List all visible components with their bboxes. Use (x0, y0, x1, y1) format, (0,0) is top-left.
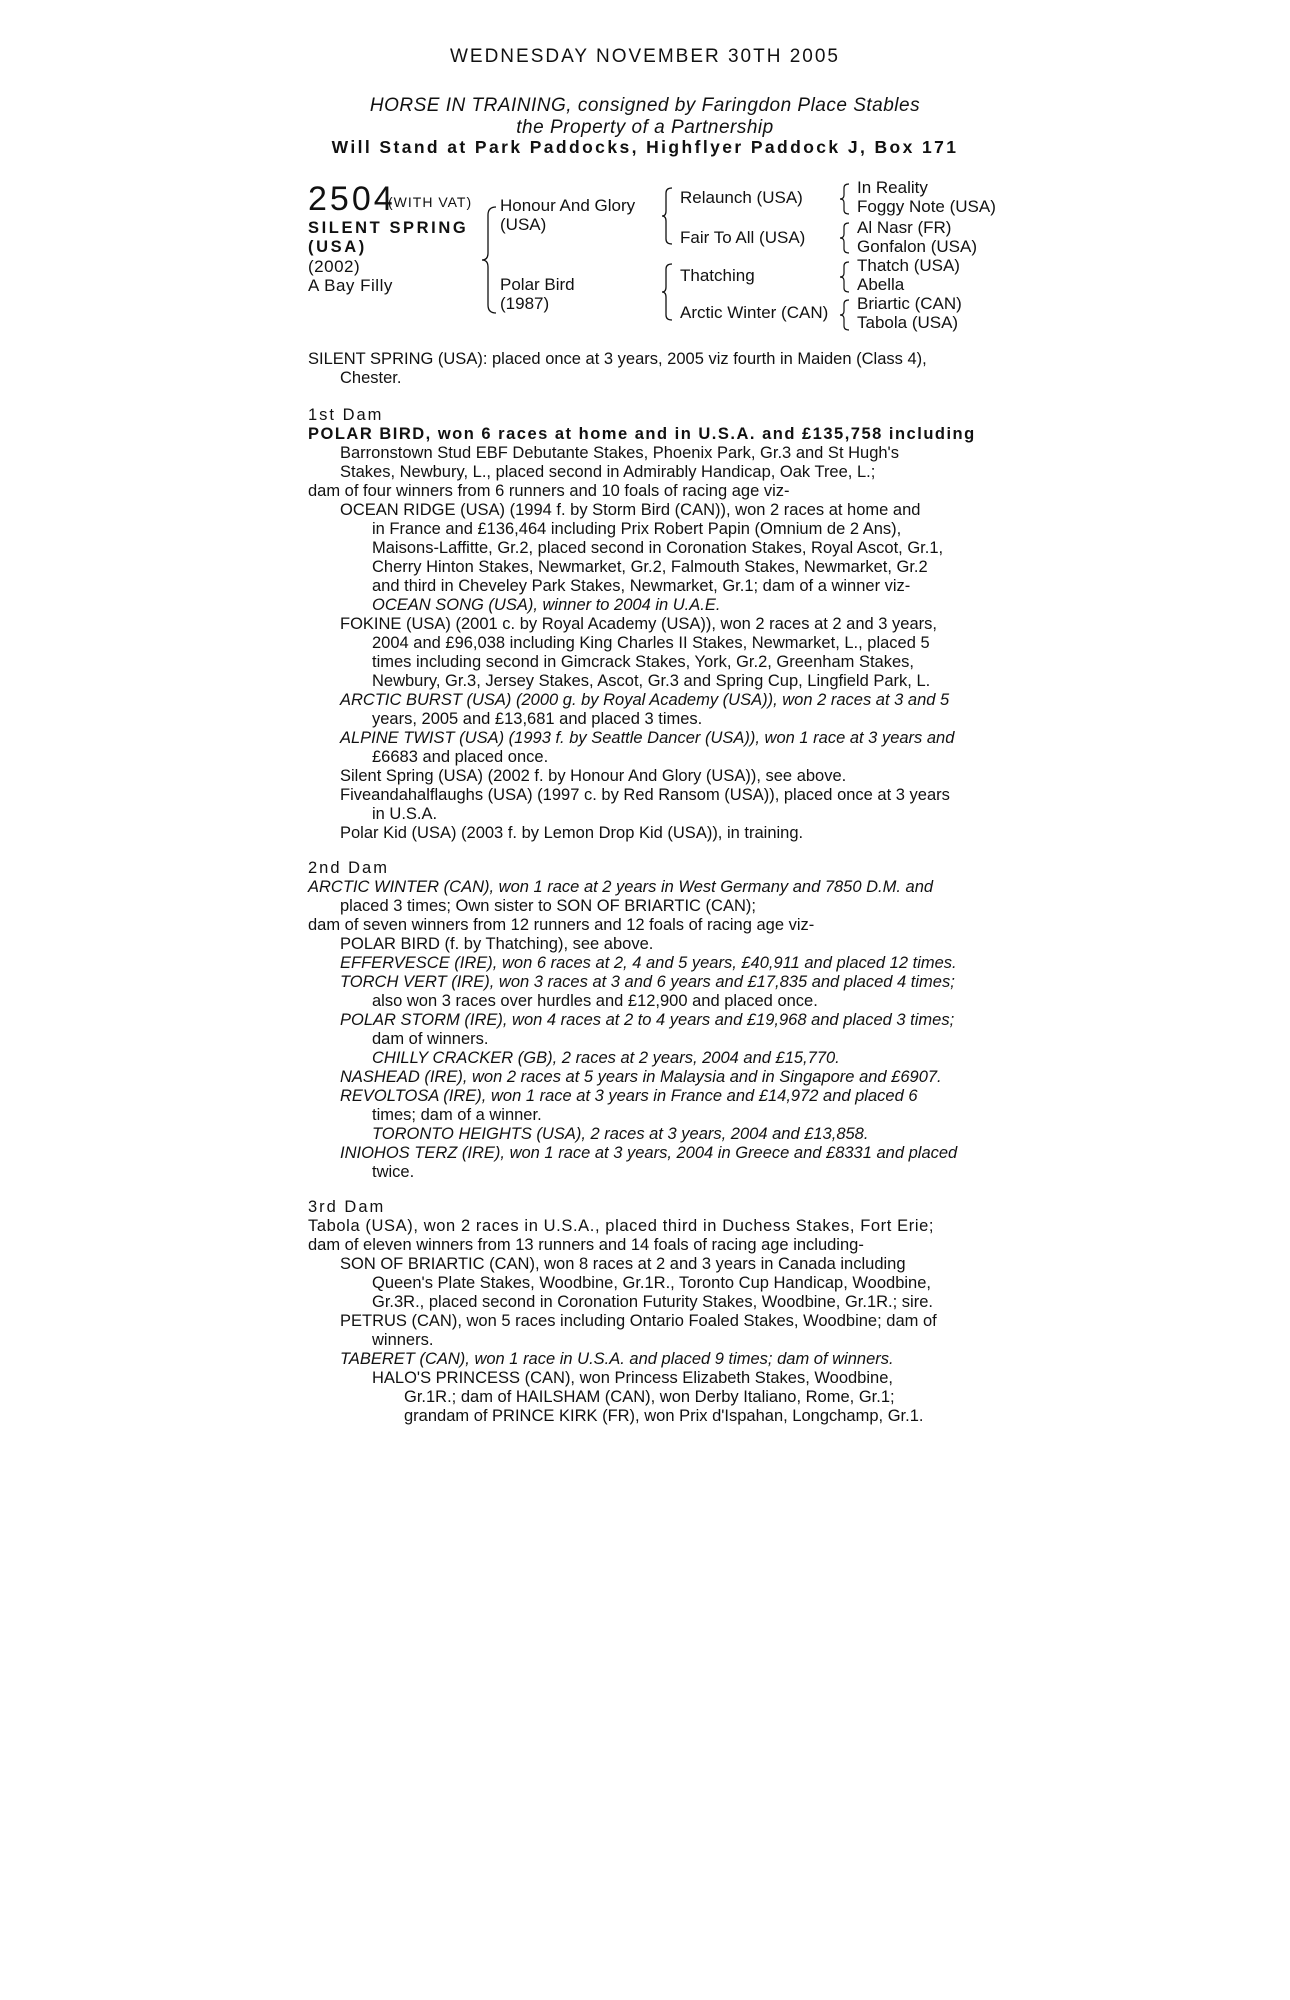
dam-line: POLAR BIRD, won 6 races at home and in U.S.A. and £135,758 including (308, 425, 976, 443)
horse-year: (2002) (308, 257, 361, 276)
summary-line: SILENT SPRING (USA): placed once at 3 years, 2005 viz fourth in Maiden (Class 4), (308, 350, 927, 368)
produce-line: ARCTIC BURST (USA) (2000 g. by Royal Academy (USA)), won 2 races at 3 and 5 (340, 691, 950, 709)
produce-line: Cherry Hinton Stakes, Newmarket, Gr.2, Falmouth Stakes, Newmarket, Gr.2 (372, 558, 928, 576)
produce-line: SON OF BRIARTIC (CAN), won 8 races at 2 and 3 years in Canada including (340, 1255, 906, 1273)
produce-line: Fiveandahalflaughs (USA) (1997 c. by Red Ransom (USA)), placed once at 3 years (340, 786, 950, 804)
produce-line: in France and £136,464 including Prix Robert Papin (Omnium de 2 Ans), (372, 520, 902, 538)
produce-line: Gr.3R., placed second in Coronation Futurity Stakes, Woodbine, Gr.1R.; sire. (372, 1293, 933, 1311)
horse-name: SILENT SPRING (308, 219, 469, 237)
section-heading: 3rd Dam (308, 1198, 386, 1216)
dam-line: Barronstown Stud EBF Debutante Stakes, Phoenix Park, Gr.3 and St Hugh's (340, 444, 899, 462)
pedigree-dam-sire: Thatching (680, 266, 755, 285)
produce-line: EFFERVESCE (IRE), won 6 races at 2, 4 and 5 years, £40,911 and placed 12 times. (340, 954, 957, 972)
pedigree-brace-ss (838, 182, 852, 216)
dam-line: ARCTIC WINTER (CAN), won 1 race at 2 years in West Germany and 7850 D.M. and (308, 878, 934, 896)
pedigree-brace-main (480, 205, 500, 315)
produce-line: Silent Spring (USA) (2002 f. by Honour And Glory (USA)), see above. (340, 767, 847, 785)
produce-line: and third in Cheveley Park Stakes, Newmarket, Gr.1; dam of a winner viz- (372, 577, 911, 595)
sire-country: (USA) (500, 215, 547, 234)
produce-line: also won 3 races over hurdles and £12,900 and placed once. (372, 992, 818, 1010)
pedigree-brace-dd (838, 298, 852, 332)
vat-note: (WITH VAT) (388, 194, 473, 210)
dam-line: dam of seven winners from 12 runners and 12 foals of racing age viz- (308, 916, 815, 934)
produce-line: CHILLY CRACKER (GB), 2 races at 2 years, 2004 and £15,770. (372, 1049, 840, 1067)
pedigree-sire-dam: Fair To All (USA) (680, 228, 806, 247)
pedigree-sds: Al Nasr (FR) (857, 218, 952, 237)
produce-line: OCEAN SONG (USA), winner to 2004 in U.A.E. (372, 596, 721, 614)
sire-name: Honour And Glory (500, 196, 636, 215)
pedigree-sdd: Gonfalon (USA) (857, 237, 977, 256)
produce-line: times; dam of a winner. (372, 1106, 542, 1124)
race-summary (308, 350, 988, 388)
produce-line: PETRUS (CAN), won 5 races including Ontario Foaled Stakes, Woodbine; dam of (340, 1312, 937, 1330)
produce-line: REVOLTOSA (IRE), won 1 race at 3 years in France and £14,972 and placed 6 (340, 1087, 918, 1105)
produce-line: twice. (372, 1163, 415, 1181)
produce-line: years, 2005 and £13,681 and placed 3 times. (372, 710, 703, 728)
pedigree-dsd: Abella (857, 275, 905, 294)
pedigree-sss: In Reality (857, 178, 928, 197)
produce-line: Queen's Plate Stakes, Woodbine, Gr.1R., Toronto Cup Handicap, Woodbine, (372, 1274, 931, 1292)
pedigree-dss: Thatch (USA) (857, 256, 960, 275)
produce-line: Maisons-Laffitte, Gr.2, placed second in Coronation Stakes, Royal Ascot, Gr.1, (372, 539, 944, 557)
produce-line: OCEAN RIDGE (USA) (1994 f. by Storm Bird (CAN)), won 2 races at home and (340, 501, 921, 519)
pedigree-ddd: Tabola (USA) (857, 313, 959, 332)
produce-line: POLAR BIRD (f. by Thatching), see above. (340, 935, 654, 953)
produce-line: dam of winners. (372, 1030, 489, 1048)
pedigree-ssd: Foggy Note (USA) (857, 197, 996, 216)
produce-line: 2004 and £96,038 including King Charles II Stakes, Newmarket, L., placed 5 (372, 634, 930, 652)
produce-line: FOKINE (USA) (2001 c. by Royal Academy (USA)), won 2 races at 2 and 3 years, (340, 615, 937, 633)
produce-line: £6683 and placed once. (372, 748, 549, 766)
property-line: the Property of a Partnership (516, 117, 774, 138)
produce-line: TORONTO HEIGHTS (USA), 2 races at 3 years, 2004 and £13,858. (372, 1125, 869, 1143)
produce-line: TORCH VERT (IRE), won 3 races at 3 and 6 years and £17,835 and placed 4 times; (340, 973, 955, 991)
consignor-line: HORSE IN TRAINING, consigned by Faringdon Place Stables (369, 95, 921, 116)
horse-country: (USA) (308, 238, 367, 256)
produce-line: times including second in Gimcrack Stakes, York, Gr.2, Greenham Stakes, (372, 653, 914, 671)
third-dam-section (308, 1198, 988, 1426)
produce-line: NASHEAD (IRE), won 2 races at 5 years in Malaysia and in Singapore and £6907. (340, 1068, 942, 1086)
dam-line: Stakes, Newbury, L., placed second in Admirably Handicap, Oak Tree, L.; (340, 463, 876, 481)
lot-number: 2504 (308, 180, 396, 218)
dam-year: (1987) (500, 294, 550, 313)
section-heading: 2nd Dam (308, 859, 389, 877)
first-dam-section (308, 406, 988, 843)
pedigree-dam-dam: Arctic Winter (CAN) (680, 303, 829, 322)
stabling-line: Will Stand at Park Paddocks, Highflyer Paddock J, Box 171 (331, 137, 959, 157)
section-heading: 1st Dam (308, 406, 384, 424)
produce-line: in U.S.A. (372, 805, 438, 823)
pedigree-brace-sd (838, 221, 852, 255)
dam-line: Tabola (USA), won 2 races in U.S.A., placed third in Duchess Stakes, Fort Erie; (308, 1217, 935, 1235)
produce-line: Newbury, Gr.3, Jersey Stakes, Ascot, Gr.3 and Spring Cup, Lingfield Park, L. (372, 672, 931, 690)
pedigree-brace-dam (660, 262, 676, 322)
dam-line: placed 3 times; Own sister to SON OF BRIARTIC (CAN); (340, 897, 756, 915)
produce-line: TABERET (CAN), won 1 race in U.S.A. and placed 9 times; dam of winners. (340, 1350, 894, 1368)
sale-date: WEDNESDAY NOVEMBER 30TH 2005 (449, 46, 840, 67)
produce-line: grandam of PRINCE KIRK (FR), won Prix d'Ispahan, Longchamp, Gr.1. (404, 1407, 924, 1425)
produce-line: HALO'S PRINCESS (CAN), won Princess Elizabeth Stakes, Woodbine, (372, 1369, 893, 1387)
summary-line: Chester. (340, 369, 402, 387)
dam-line: dam of eleven winners from 13 runners and 14 foals of racing age including- (308, 1236, 864, 1254)
horse-description: A Bay Filly (308, 276, 393, 295)
dam-name: Polar Bird (500, 275, 575, 294)
produce-line: ALPINE TWIST (USA) (1993 f. by Seattle Dancer (USA)), won 1 race at 3 years and (340, 729, 955, 747)
dam-line: dam of four winners from 6 runners and 10 foals of racing age viz- (308, 482, 790, 500)
produce-line: POLAR STORM (IRE), won 4 races at 2 to 4 years and £19,968 and placed 3 times; (340, 1011, 955, 1029)
pedigree-sire (500, 196, 635, 234)
produce-line: winners. (372, 1331, 434, 1349)
pedigree-dam (500, 275, 575, 313)
pedigree-brace-sire (660, 186, 676, 246)
pedigree-brace-ds (838, 260, 852, 294)
produce-line: Gr.1R.; dam of HAILSHAM (CAN), won Derby Italiano, Rome, Gr.1; (404, 1388, 895, 1406)
pedigree-dds: Briartic (CAN) (857, 294, 962, 313)
horse-details (308, 219, 468, 295)
second-dam-section (308, 859, 988, 1182)
pedigree-sire-sire: Relaunch (USA) (680, 188, 803, 207)
produce-line: INIOHOS TERZ (IRE), won 1 race at 3 years, 2004 in Greece and £8331 and placed (340, 1144, 958, 1162)
produce-line: Polar Kid (USA) (2003 f. by Lemon Drop Kid (USA)), in training. (340, 824, 804, 842)
